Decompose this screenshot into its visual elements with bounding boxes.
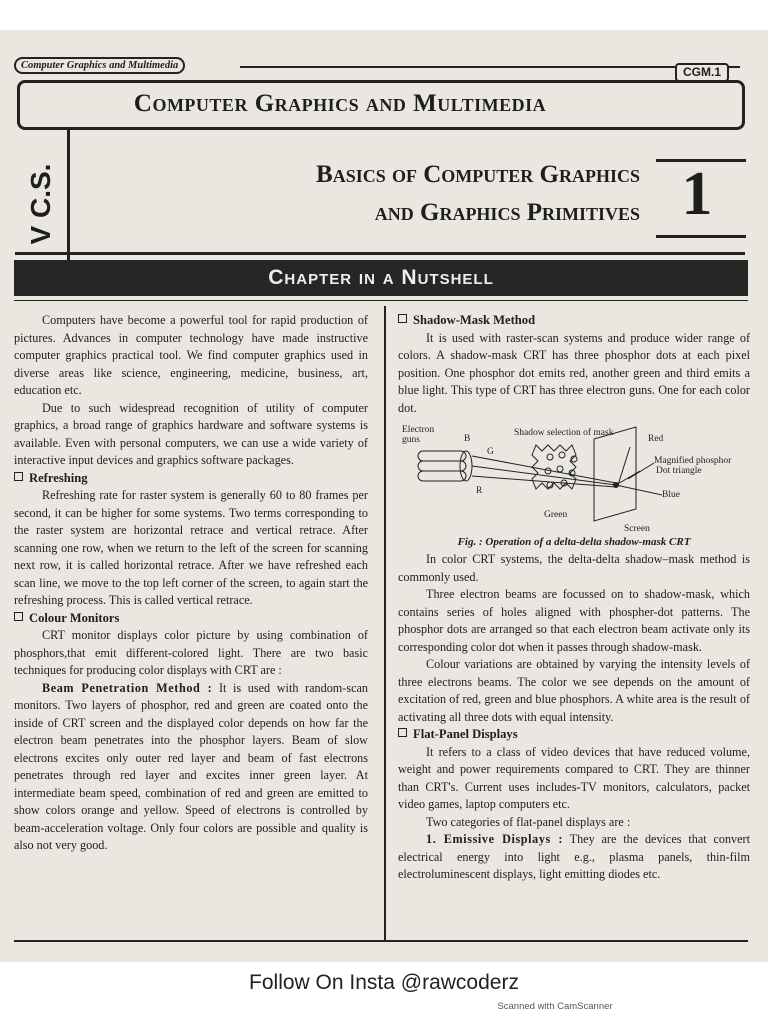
label-electron-guns-2: guns xyxy=(402,435,420,445)
chapter-number: 1 xyxy=(681,160,713,228)
emissive-displays-heading: 1. Emissive Displays : xyxy=(426,832,563,846)
page-bottom-rule xyxy=(14,940,748,942)
colour-monitors-paragraph: CRT monitor displays color picture by using combination of phosphors,that emit different-colored light. There are two basic techniques for producing color displays with CRT are : xyxy=(14,628,368,677)
intro-paragraph-1: Computers have become a powerful tool for rapid production of pictures. Advances in computer technology have made instructive computer graphics practical tool. We find computer graphics used in diverse areas like science, engineering, medicine, business, art, education etc. xyxy=(14,313,368,397)
checkbox-bullet-icon xyxy=(398,728,407,737)
beam-penetration-paragraph: Beam Penetration Method : It is used with random-scan monitors. Two layers of phosphor, red and green are coated onto the inside of CRT screen and the displayed color depends on how far the electron beam penetrates into the phosphor layers. Beam of slow electrons excites only outer red layer and beam of fast electrons penetrates through red layer and excites inner green layer. At intermediate beam speed, combination of red and green are emitted to show colors orange and yellow. Speed of electrons is controlled by beam-acceleration voltage. Only four colors are possible and quality is also not very good. xyxy=(14,680,369,852)
label-shadow-selection: Shadow selection of mask xyxy=(514,428,614,438)
label-green: Green xyxy=(544,510,568,520)
delta-delta-paragraph: In color CRT systems, the delta-delta shadow–mask method is commonly used. xyxy=(398,552,750,584)
scanned-page xyxy=(0,30,768,962)
refreshing-paragraph: Refreshing rate for raster system is generally 60 to 80 frames per second, it can be higher for some systems. Two terms corresponding to the raster system are horizontal retrace and vertical retrace. After scanning one row, when we return to the left of the screen for scanning next row, it is called horizontal retrace. After we have refreshed each scan line, we move to the top left corner of the screen, to again start the refreshing process. This is called vertical retrace. xyxy=(14,488,368,607)
crt-screen xyxy=(594,427,636,521)
phosphor-dot-triangle xyxy=(613,482,619,488)
nutshell-banner xyxy=(14,260,748,296)
series-label: Computer Graphics and Multimedia xyxy=(14,57,185,74)
electron-gun-top xyxy=(418,451,466,461)
chapter-code-tag: CGM.1 xyxy=(675,63,729,82)
checkbox-bullet-icon xyxy=(14,472,23,481)
colour-monitors-heading: Colour Monitors xyxy=(14,610,368,628)
checkbox-bullet-icon xyxy=(14,612,23,621)
electron-gun-middle xyxy=(418,461,466,471)
nutshell-banner-text: Chapter in a Nutshell xyxy=(268,266,494,289)
label-magnified-2: Dot triangle xyxy=(656,466,702,476)
flat-panel-paragraph: It refers to a class of video devices that have reduced volume, weight and power requirements compared to CRT. They are thinner than CRT's. Current uses includes-TV monitors, calculators, packet video games, laptop computers etc. xyxy=(398,744,750,811)
chapter-title-line2: and Graphics Primitives xyxy=(374,199,640,226)
label-magnified-1: Magnified phosphor xyxy=(654,456,732,466)
header-rule xyxy=(240,66,740,68)
header-bottom-rule xyxy=(15,252,745,255)
label-red: Red xyxy=(648,434,664,444)
left-column xyxy=(14,312,368,855)
refreshing-heading: Refreshing xyxy=(14,470,368,488)
instagram-follow-text: Follow On Insta @rawcoderz xyxy=(249,971,519,994)
beam-penetration-heading: Beam Penetration Method : xyxy=(42,680,213,695)
book-title: Computer Graphics and Multimedia xyxy=(133,90,547,117)
figure-caption: Fig. : Operation of a delta-delta shadow-mask CRT xyxy=(457,536,691,548)
emissive-displays-paragraph: 1. Emissive Displays : They are the devices that convert electrical energy into light e.g., plasma panels, thin-film electroluminescent displays, light emitting diodes etc. xyxy=(398,832,750,881)
colour-variations-paragraph: Colour variations are obtained by varying the intensity levels of three electrons beams. The color we see depends on the amount of excitation of red, green and blue phosphors. A white area is the result of activating all three dots with equal intensity. xyxy=(398,657,750,724)
label-b: B xyxy=(464,434,471,444)
label-electron-guns-1: Electron xyxy=(402,425,435,435)
checkbox-bullet-icon xyxy=(398,314,407,323)
side-label: V C.S. xyxy=(25,163,56,245)
three-beams-paragraph: Three electron beams are focussed on to shadow-mask, which contains series of holes aligned with phospher-dot patterns. The phosphor dots are arranged so that each electron beam activate only its corresponding color dot when it passes through shadow-mask. xyxy=(398,587,750,654)
label-screen: Screen xyxy=(624,524,650,533)
shadow-mask-paragraph: It is used with raster-scan systems and produce wider range of colors. A shadow-mask CRT has three phosphor dots at each pixel position. One phosphor dot emits red, another green and third emits a blue light. This type of CRT has three electron guns. One for each color dot. xyxy=(398,330,750,415)
label-g: G xyxy=(487,447,494,457)
column-divider xyxy=(384,306,386,940)
label-r: R xyxy=(476,486,483,496)
chapter-title xyxy=(100,156,640,232)
label-blue: Blue xyxy=(662,490,680,500)
electron-gun-bottom xyxy=(418,471,466,481)
book-title-box xyxy=(17,80,745,130)
shadow-mask-diagram xyxy=(398,421,750,533)
two-categories-paragraph: Two categories of flat-panel displays are : xyxy=(426,814,631,829)
scanner-watermark: Scanned with CamScanner xyxy=(497,1001,613,1012)
shadow-mask-plate xyxy=(532,445,576,489)
chapter-number-rule-bottom xyxy=(656,235,746,238)
side-label-box xyxy=(15,130,70,278)
columns-top-rule xyxy=(14,300,748,301)
shadow-mask-heading: Shadow-Mask Method xyxy=(398,312,750,330)
right-column xyxy=(398,312,750,884)
magnified-pointer xyxy=(628,463,654,479)
intro-paragraph-2: Due to such widespread recognition of utility of computer graphics, a broad range of graphics hardware and software systems is available. Even with personal computers, we can use a wide variety of interactive input devices and graphics software packages. xyxy=(14,400,368,467)
shadow-mask-figure xyxy=(398,421,750,533)
flat-panel-heading: Flat-Panel Displays xyxy=(398,726,750,744)
chapter-title-line1: Basics of Computer Graphics xyxy=(316,161,640,188)
